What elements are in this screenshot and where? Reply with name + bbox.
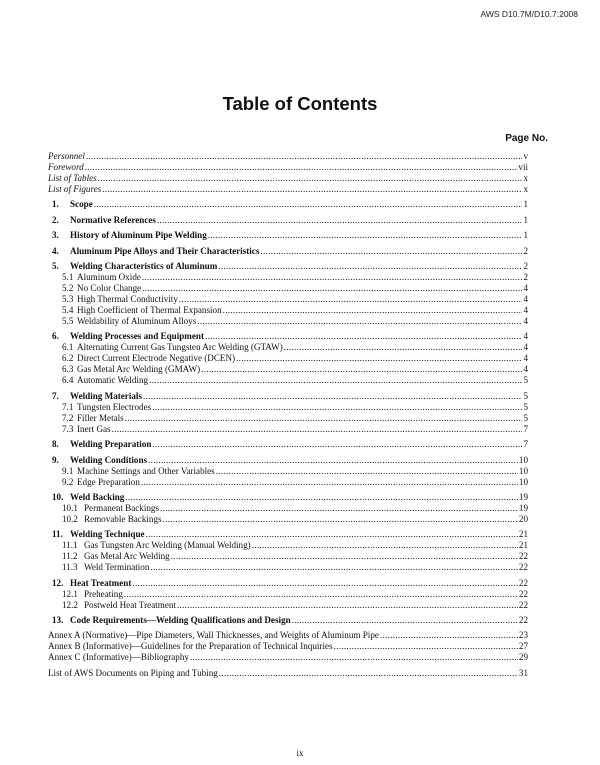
toc-front-foreword[interactable]	[48, 163, 528, 174]
dot-leader	[223, 306, 523, 315]
toc-entry-title: Inert Gas	[77, 424, 111, 434]
toc-entry-number: 9.2	[62, 477, 74, 487]
toc-entry-title: Alternating Current Gas Tungsten Arc Welding (GTAW)	[77, 343, 283, 353]
toc-entry-title: Personnel	[48, 152, 85, 161]
toc-entry-page: 5	[523, 391, 528, 401]
toc-entry-page: 22	[518, 578, 528, 588]
toc-subsection-7-1[interactable]	[48, 403, 528, 414]
toc-entry-title: Welding Characteristics of Aluminum	[70, 261, 218, 271]
toc-entry-label	[48, 200, 93, 209]
toc-entry-title: Tungsten Electrodes	[77, 402, 152, 412]
toc-subsection-6-2[interactable]	[48, 354, 528, 365]
toc-entry-page: 4	[523, 294, 528, 304]
toc-entry-title: High Thermal Conductivity	[77, 294, 178, 304]
toc-entry-label	[48, 478, 140, 487]
toc-entry-number: 9.	[52, 455, 59, 465]
toc-entry-title: Machine Settings and Other Variables	[77, 466, 215, 476]
toc-entry-page: 4	[523, 343, 528, 353]
toc-entry-label	[48, 669, 218, 678]
toc-entry-page: 21	[518, 530, 528, 540]
dot-leader	[152, 403, 522, 412]
toc-entry-page: 2	[523, 246, 528, 256]
toc-entry-title: Annex A (Normative)—Pipe Diameters, Wall Thicknesses, and Weights of Aluminum Pipe	[48, 631, 379, 641]
toc-entry-title: Welding Processes and Equipment	[70, 332, 204, 342]
toc-subsection-5-1[interactable]	[48, 273, 528, 284]
toc-entry-title: No Color Change	[77, 283, 142, 293]
dot-leader	[380, 631, 518, 640]
toc-entry-title: Aluminum Pipe Alloys and Their Characteristics	[70, 246, 260, 256]
toc-entry-page: 19	[518, 492, 528, 502]
toc-entry-page: 10	[518, 466, 528, 476]
toc-front-list-of-tables[interactable]	[48, 174, 528, 185]
toc-subsection-9-2[interactable]	[48, 478, 528, 489]
toc-front-list-of-figures[interactable]	[48, 185, 528, 196]
toc-entry-label	[48, 504, 159, 513]
dot-leader	[163, 515, 518, 524]
toc-entry-page: 21	[518, 541, 528, 551]
toc-section-8[interactable]	[48, 440, 528, 451]
toc-annex-0[interactable]	[48, 631, 528, 642]
dot-leader	[150, 563, 518, 572]
toc-entry-label	[48, 152, 85, 161]
toc-entry-number: 11.1	[62, 541, 78, 551]
toc-entry-title: Annex C (Informative)—Bibliography	[48, 653, 189, 663]
toc-entry-title: Postweld Heat Treatment	[84, 600, 176, 610]
dot-leader	[141, 478, 518, 487]
toc-entry-label	[48, 403, 151, 412]
toc-entry-label	[48, 295, 178, 304]
toc-entry-title: Aluminum Oxide	[77, 272, 141, 282]
dot-leader	[260, 247, 522, 256]
toc-front-personnel[interactable]	[48, 152, 528, 163]
dot-leader	[125, 493, 518, 502]
toc-entry-number: 3.	[52, 231, 59, 241]
dot-leader	[125, 414, 523, 423]
toc-section-5[interactable]	[48, 262, 528, 273]
dot-leader	[112, 425, 523, 434]
toc-entry-page: 7	[523, 424, 528, 434]
toc-entry-label	[48, 515, 162, 524]
toc-entry-title: Automatic Welding	[77, 376, 149, 386]
toc-entry-label	[48, 317, 196, 326]
toc-entry-number: 5.	[52, 261, 59, 271]
toc-entry-label	[48, 552, 170, 561]
toc-entry-title: List of AWS Documents on Piping and Tubing	[48, 668, 218, 678]
toc-entry-page: 4	[523, 365, 528, 375]
toc-entry-page: 22	[518, 552, 528, 562]
toc-entry-number: 5.1	[62, 272, 74, 282]
toc-entry-label	[48, 425, 111, 434]
toc-entry-label	[48, 493, 124, 502]
toc-entry-title: Normative References	[70, 215, 156, 225]
page-number: ix	[296, 748, 304, 758]
toc-entry-number: 6.3	[62, 365, 74, 375]
dot-leader	[208, 231, 523, 240]
page-no-heading: Page No.	[505, 133, 548, 144]
toc-entry-label	[48, 616, 291, 625]
toc-section-9[interactable]	[48, 456, 528, 467]
toc-entry-label	[48, 306, 222, 315]
dot-leader	[132, 579, 518, 588]
dot-leader	[171, 552, 518, 561]
toc-entry-number: 7.2	[62, 413, 74, 423]
toc-entry-page: 4	[523, 316, 528, 326]
toc-subsection-6-1[interactable]	[48, 343, 528, 354]
toc-subsection-6-3[interactable]	[48, 365, 528, 376]
dot-leader	[160, 504, 518, 513]
toc-entry-label	[48, 262, 217, 271]
toc-entry-number: 10.	[52, 492, 64, 502]
toc-entry-page: 1	[523, 231, 528, 241]
toc-entry-page: 22	[518, 616, 528, 626]
dot-leader	[102, 185, 522, 194]
toc-entry-page: v	[523, 152, 528, 161]
toc-subsection-5-4[interactable]	[48, 306, 528, 317]
dot-leader	[219, 669, 518, 678]
toc-entry-title: History of Aluminum Pipe Welding	[70, 231, 207, 241]
toc-entry-number: 9.1	[62, 466, 74, 476]
toc-entry-label	[48, 376, 148, 385]
toc-entry-label	[48, 653, 189, 662]
toc-section-4[interactable]	[48, 247, 528, 258]
toc-entry-title: High Coefficient of Thermal Expansion	[77, 305, 222, 315]
toc-section-12[interactable]	[48, 579, 528, 590]
toc-section-10[interactable]	[48, 493, 528, 504]
toc-entry-page: 10	[518, 477, 528, 487]
toc-entry-label	[48, 332, 204, 341]
toc-subsection-5-3[interactable]	[48, 295, 528, 306]
dot-leader	[190, 653, 518, 662]
dot-leader	[334, 642, 518, 651]
toc-entry-page: 19	[518, 503, 528, 513]
toc-entry-title: Welding Conditions	[70, 455, 148, 465]
toc-entry-page: 22	[518, 600, 528, 610]
dot-leader	[177, 601, 518, 610]
toc-subsection-7-3[interactable]	[48, 425, 528, 436]
toc-entry-page: 27	[518, 642, 528, 652]
toc-entry-page: 5	[523, 402, 528, 412]
document-code: AWS D10.7M/D10.7:2008	[480, 9, 578, 19]
toc-entry-number: 7.3	[62, 424, 74, 434]
toc-entry-number: 4.	[52, 246, 59, 256]
toc-entry-page: 1	[523, 200, 528, 210]
toc-entry-number: 6.4	[62, 376, 74, 386]
dot-leader	[197, 317, 522, 326]
toc-section-2[interactable]	[48, 216, 528, 227]
toc-entry-label	[48, 284, 141, 293]
toc-entry-title: Annex B (Informative)—Guidelines for the Preparation of Technical Inquiries	[48, 642, 333, 652]
toc-entry-title: Welding Materials	[70, 391, 142, 401]
toc-entry-number: 11.3	[62, 563, 78, 573]
dot-leader	[124, 590, 518, 599]
toc-entry-title: Edge Preparation	[77, 477, 140, 487]
dot-leader	[157, 216, 523, 225]
toc-entry-label	[48, 590, 123, 599]
toc-entry-number: 2.	[52, 215, 59, 225]
dot-leader	[146, 530, 518, 539]
toc-entry-label	[48, 392, 142, 401]
toc-annex-1[interactable]	[48, 642, 528, 653]
toc-subsection-5-5[interactable]	[48, 317, 528, 328]
dot-leader	[284, 343, 523, 352]
toc-entry-title: Gas Metal Arc Welding	[84, 552, 170, 562]
toc-entry-label	[48, 642, 333, 651]
toc-entry-label	[48, 163, 84, 172]
toc-entry-page: 10	[518, 455, 528, 465]
dot-leader	[149, 376, 522, 385]
toc-entry-page: 22	[518, 563, 528, 573]
dot-leader	[292, 616, 518, 625]
toc-entry-title: Weld Termination	[84, 563, 150, 573]
dot-leader	[252, 541, 518, 550]
dot-leader	[216, 467, 518, 476]
toc-entry-label	[48, 414, 124, 423]
toc-entry-page: 31	[518, 668, 528, 678]
toc-entry-number: 6.	[52, 332, 59, 342]
toc-entry-page: x	[523, 174, 528, 183]
toc-entry-label	[48, 541, 251, 550]
toc-subsection-6-4[interactable]	[48, 376, 528, 387]
toc-entry-label	[48, 174, 97, 183]
toc-entry-label	[48, 579, 131, 588]
toc-entry-title: List of Tables	[48, 174, 97, 183]
toc-subsection-11-2[interactable]	[48, 552, 528, 563]
toc-section-7[interactable]	[48, 392, 528, 403]
toc-subsection-12-1[interactable]	[48, 590, 528, 601]
toc-entry-title: Filler Metals	[77, 413, 124, 423]
dot-leader	[236, 354, 522, 363]
dot-leader	[86, 152, 523, 161]
toc-entry-label	[48, 631, 379, 640]
toc-entry-page: 23	[518, 631, 528, 641]
toc-entry-page: 5	[523, 413, 528, 423]
toc-entry-label	[48, 354, 235, 363]
toc-entry-page: 1	[523, 215, 528, 225]
toc-entry-label	[48, 247, 259, 256]
dot-leader	[142, 284, 522, 293]
toc-entry-page: 29	[518, 653, 528, 663]
toc-entry-title: Weldability of Aluminum Alloys	[77, 316, 197, 326]
toc-section-1[interactable]	[48, 200, 528, 211]
toc-entry-number: 8.	[52, 440, 59, 450]
toc-entry-page: 4	[523, 354, 528, 364]
toc-entry-number: 6.2	[62, 354, 74, 364]
dot-leader	[94, 200, 523, 209]
toc-entry-label	[48, 185, 101, 194]
toc-entry-label	[48, 231, 207, 240]
dot-leader	[201, 365, 522, 374]
toc-entry-page: 5	[523, 376, 528, 386]
toc-entry-page: 7	[523, 440, 528, 450]
dot-leader	[98, 174, 523, 183]
toc-entry-label	[48, 343, 283, 352]
toc-entry-number: 1.	[52, 200, 59, 210]
toc-entry-title: List of Figures	[48, 185, 102, 194]
toc-subsection-7-2[interactable]	[48, 414, 528, 425]
toc-entry-page: 4	[523, 283, 528, 293]
toc-entry-page: 2	[523, 272, 528, 282]
toc-entry-number: 11.2	[62, 552, 78, 562]
table-of-contents	[48, 152, 528, 680]
toc-entry-label	[48, 273, 141, 282]
toc-subsection-12-2[interactable]	[48, 601, 528, 612]
toc-entry-label	[48, 530, 145, 539]
toc-entry-page: 20	[518, 514, 528, 524]
dot-leader	[148, 456, 518, 465]
toc-entry-number: 6.1	[62, 343, 74, 353]
toc-entry-page: 4	[523, 305, 528, 315]
toc-entry-page: x	[523, 185, 528, 194]
toc-entry-title: Weld Backing	[70, 492, 125, 502]
toc-entry-number: 5.2	[62, 283, 74, 293]
toc-entry-page: vii	[518, 163, 528, 172]
toc-entry-number: 5.5	[62, 316, 74, 326]
dot-leader	[152, 440, 522, 449]
toc-entry-number: 12.	[52, 578, 64, 588]
toc-entry-number: 5.3	[62, 294, 74, 304]
toc-subsection-10-1[interactable]	[48, 504, 528, 515]
toc-entry-label	[48, 601, 176, 610]
dot-leader	[143, 392, 522, 401]
toc-entry-title: Foreword	[48, 163, 84, 172]
toc-entry-page: 22	[518, 589, 528, 599]
toc-entry-label	[48, 365, 200, 374]
toc-entry-title: Gas Metal Arc Welding (GMAW)	[77, 365, 201, 375]
toc-entry-label	[48, 216, 156, 225]
toc-subsection-9-1[interactable]	[48, 467, 528, 478]
dot-leader	[85, 163, 518, 172]
toc-list-of-aws-documents[interactable]	[48, 669, 528, 680]
toc-entry-title: Direct Current Electrode Negative (DCEN)	[77, 354, 236, 364]
toc-entry-number: 12.1	[62, 589, 78, 599]
dot-leader	[142, 273, 523, 282]
toc-entry-number: 7.	[52, 391, 59, 401]
toc-entry-number: 11.	[52, 530, 63, 540]
toc-section-11[interactable]	[48, 530, 528, 541]
toc-entry-number: 10.2	[62, 514, 78, 524]
toc-entry-number: 12.2	[62, 600, 78, 610]
toc-section-3[interactable]	[48, 231, 528, 242]
toc-subsection-10-2[interactable]	[48, 515, 528, 526]
toc-entry-title: Heat Treatment	[70, 578, 132, 588]
toc-section-6[interactable]	[48, 332, 528, 343]
toc-subsection-11-3[interactable]	[48, 563, 528, 574]
toc-entry-title: Welding Preparation	[70, 440, 152, 450]
toc-subsection-5-2[interactable]	[48, 284, 528, 295]
toc-entry-title: Removable Backings	[84, 514, 162, 524]
toc-section-13[interactable]	[48, 616, 528, 627]
dot-leader	[205, 332, 522, 341]
toc-entry-page: 2	[523, 261, 528, 271]
toc-entry-page: 4	[523, 332, 528, 342]
toc-entry-title: Gas Tungsten Arc Welding (Manual Welding)	[84, 541, 251, 551]
dot-leader	[179, 295, 523, 304]
toc-entry-title: Permanent Backings	[84, 503, 160, 513]
toc-subsection-11-1[interactable]	[48, 541, 528, 552]
toc-entry-title: Code Requirements—Welding Qualifications and Design	[70, 616, 291, 626]
toc-entry-label	[48, 467, 215, 476]
toc-entry-label	[48, 456, 147, 465]
toc-entry-number: 13.	[52, 616, 64, 626]
page-title: Table of Contents	[222, 93, 378, 114]
toc-entry-number: 7.1	[62, 402, 74, 412]
toc-entry-label	[48, 440, 151, 449]
dot-leader	[218, 262, 522, 271]
toc-entry-number: 10.1	[62, 503, 78, 513]
toc-entry-title: Welding Technique	[70, 530, 145, 540]
toc-entry-title: Preheating	[84, 589, 123, 599]
toc-entry-label	[48, 563, 149, 572]
toc-entry-number: 5.4	[62, 305, 74, 315]
toc-entry-title: Scope	[70, 200, 93, 210]
toc-annex-2[interactable]	[48, 653, 528, 664]
